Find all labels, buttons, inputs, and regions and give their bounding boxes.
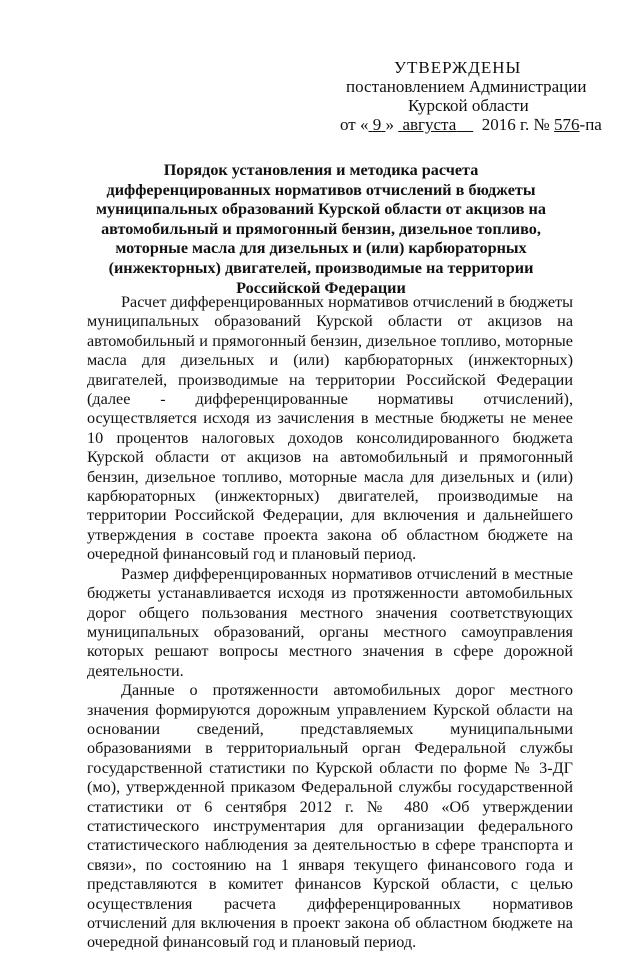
date-year: 2016 г. № [481,115,550,134]
date-month: августа [402,115,457,134]
approval-heading: УТВЕРЖДЕНЫ [394,58,522,77]
approval-region: Курской области [408,96,529,115]
document-title: Порядок установления и методика расчета дифференцированных нормативов отчислений в бюджеты муниципальных образований Курской области от акцизов на автомобильный и прямогонный бензин, дизельное топливо, моторные масла для дизельных и (или) карбюраторных (инжекторных) двигателей, производимые на территории Российской Федерации [96,161,546,297]
decree-number: 576 [554,115,580,134]
decree-suffix: -па [579,115,602,134]
document-body [87,293,573,953]
date-day: 9 [372,115,382,134]
approval-issuer: постановлением Администрации [346,77,587,96]
approval-date-line [340,115,602,134]
paragraph-1: Расчет дифференцированных нормативов отчислений в бюджеты муниципальных образований Курской области от акцизов на автомобильный и прямогонный бензин, дизельное топливо, моторные масла для дизельных и (или) карбюраторных (инжекторных) двигателей, производимые на территории Российской Федерации (далее - дифференцированные нормативы отчислений), осуществляется исходя из зачисления в местные бюджеты не менее 10 процентов налоговых доходов консолидированного бюджета Курской области от акцизов на автомобильный и прямогонный бензин, дизельное топливо, моторные масла для дизельных и (или) карбюраторных (инжекторных) двигателей, производимые на территории Российской Федерации, для включения и дальнейшего утверждения в составе проекта закона об областном бюджете на очередной финансовый год и плановый период. [87,293,573,564]
date-prefix: от « [340,115,369,134]
date-mid: » [385,115,394,134]
paragraph-3: Данные о протяженности автомобильных дорог местного значения формируются дорожным управлением Курской области на основании сведений, представляемых муниципальными образованиями в территориальный орган Федеральной службы государственной статистики по Курской области по форме № 3-ДГ (мо), утвержденной приказом Федеральной службы государственной статистики от 6 сентября 2012 г. № 480 «Об утверждении статистического инструментария для организации федерального статистического наблюдения за деятельностью в сфере транспорта и связи», по состоянию на 1 января текущего финансового года и представляются в комитет финансов Курской области, с целью осуществления расчета дифференцированных нормативов отчислений для включения в проект закона об областном бюджете на очередной финансовый год и плановый период. [87,681,573,952]
paragraph-2: Размер дифференцированных нормативов отчислений в местные бюджеты устанавливается исходя из протяженности автомобильных дорог общего пользования местного значения соответствующих муниципальных образований, органы местного самоуправления которых решают вопросы местного значения в сфере дорожной деятельности. [87,564,573,680]
